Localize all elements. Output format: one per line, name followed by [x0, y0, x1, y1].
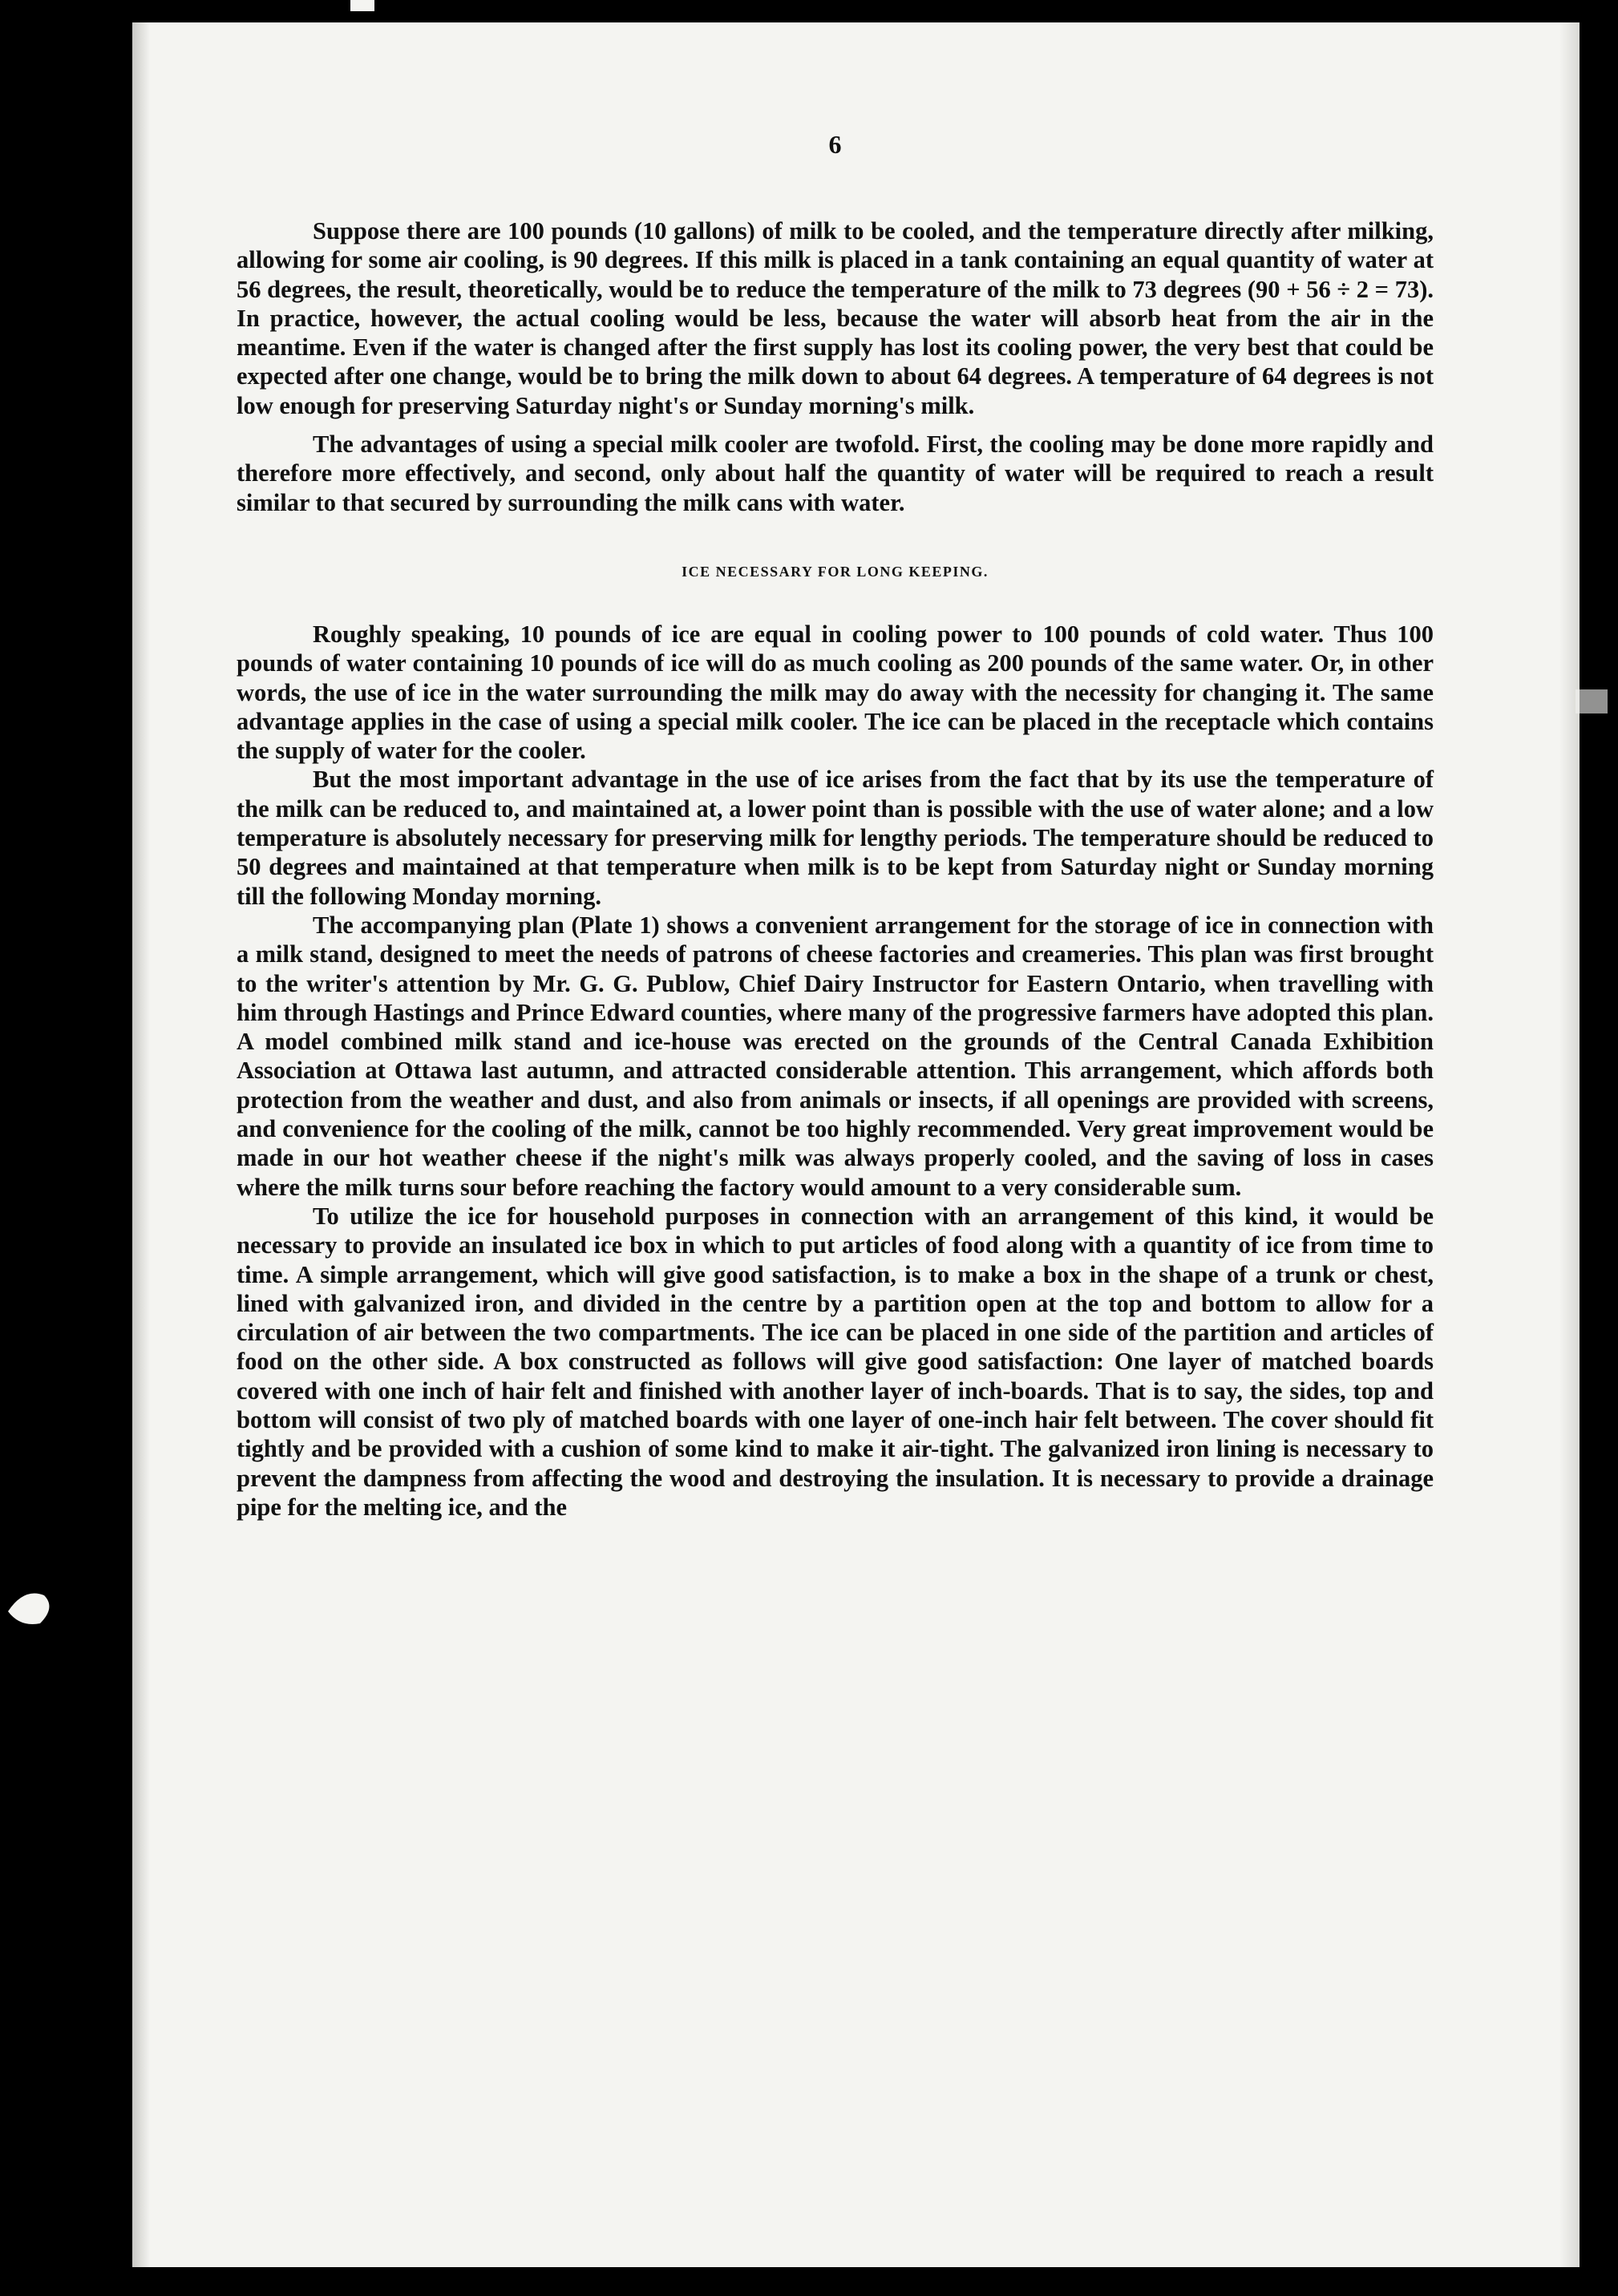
paragraph: Roughly speaking, 10 pounds of ice are equal in cooling power to 100 pounds of cold water. Thus 100 pounds of water containing 10 pounds of ice will do as much cooling as 200 pounds of the same water. Or, in other words, the use of ice in the water surrounding the milk may do away with the necessity for changing it. The same advantage applies in the case of using a special milk cooler. The ice can be placed in the receptacle which contains the supply of water for the cooler. [237, 620, 1434, 765]
scan-artifact-top [350, 0, 374, 11]
page-left-shadow [132, 22, 150, 2267]
paragraph: The accompanying plan (Plate 1) shows a convenient arrangement for the storage of ice in connection with a milk stand, designed to meet the needs of patrons of cheese factories and creameries. This plan was first brought to the writer's attention by Mr. G. G. Publow, Chief Dairy Instructor for Eastern Ontario, when travelling with him through Hastings and Prince Edward counties, where many of the progressive farmers have adopted this plan. A model combined milk stand and ice-house was erected on the grounds of the Central Canada Exhibition Association at Ottawa last autumn, and attracted considerable attention. This arrangement, which affords both protection from the weather and dust, and also from animals or insects, if all openings are provided with screens, and convenience for the cooling of the milk, cannot be too highly recommended. Very great improvement would be made in our hot weather cheese if the night's milk was always properly cooled, and the saving of loss in cases where the milk turns sour before reaching the factory would amount to a very considerable sum. [237, 911, 1434, 1201]
page-right-shadow [1559, 22, 1580, 2267]
paragraph: But the most important advantage in the use of ice arises from the fact that by its use the temperature of the milk can be reduced to, and maintained at, a lower point than is possible with the use of water alone; and a low temperature is absolutely necessary for preserving milk for lengthy periods. The temperature should be reduced to 50 degrees and maintained at that temperature when milk is to be kept from Saturday night or Sunday morning till the following Monday morning. [237, 766, 1434, 910]
page-number: 6 [828, 130, 842, 159]
document-body [237, 128, 1434, 1522]
paragraph: Suppose there are 100 pounds (10 gallons) of milk to be cooled, and the temperature directly after milking, allowing for some air cooling, is 90 degrees. If this milk is placed in a tank containing an equal quantity of water at 56 degrees, the result, theoretically, would be to reduce the temperature of the milk to 73 degrees (90 + 56 ÷ 2 = 73). In practice, however, the actual cooling would be less, because the water will absorb heat from the air in the meantime. Even if the water is changed after the first supply has lost its cooling power, the very best that could be expected after one change, would be to bring the milk down to about 64 degrees. A temperature of 64 degrees is not low enough for preserving Saturday night's or Sunday morning's milk. [237, 217, 1434, 419]
scan-artifact-mark [0, 1579, 64, 1635]
paragraph: The advantages of using a special milk cooler are twofold. First, the cooling may be done more rapidly and therefore more effectively, and second, only about half the quantity of water will be required to reach a result similar to that secured by surrounding the milk cans with water. [237, 430, 1434, 516]
scan-artifact-right [1576, 689, 1608, 713]
paragraph: To utilize the ice for household purposes in connection with an arrangement of this kind, it would be necessary to provide an insulated ice box in which to put articles of food along with a quantity of ice from time to time. A simple arrangement, which will give good satisfaction, is to make a box in the shape of a trunk or chest, lined with galvanized iron, and divided in the centre by a partition open at the top and bottom to allow for a circulation of air between the two compartments. The ice can be placed in one side of the partition and articles of food on the other side. A box constructed as follows will give good satisfaction: One layer of matched boards covered with one inch of hair felt and finished with another layer of inch-boards. That is to say, the sides, top and bottom will consist of two ply of matched boards with one layer of one-inch hair felt between. The cover should fit tightly and be provided with a cushion of some kind to make it air-tight. The galvanized iron lining is necessary to prevent the dampness from affecting the wood and destroying the insulation. It is necessary to provide a drainage pipe for the melting ice, and the [237, 1202, 1434, 1521]
section-heading: ICE NECESSARY FOR LONG KEEPING. [682, 563, 989, 580]
